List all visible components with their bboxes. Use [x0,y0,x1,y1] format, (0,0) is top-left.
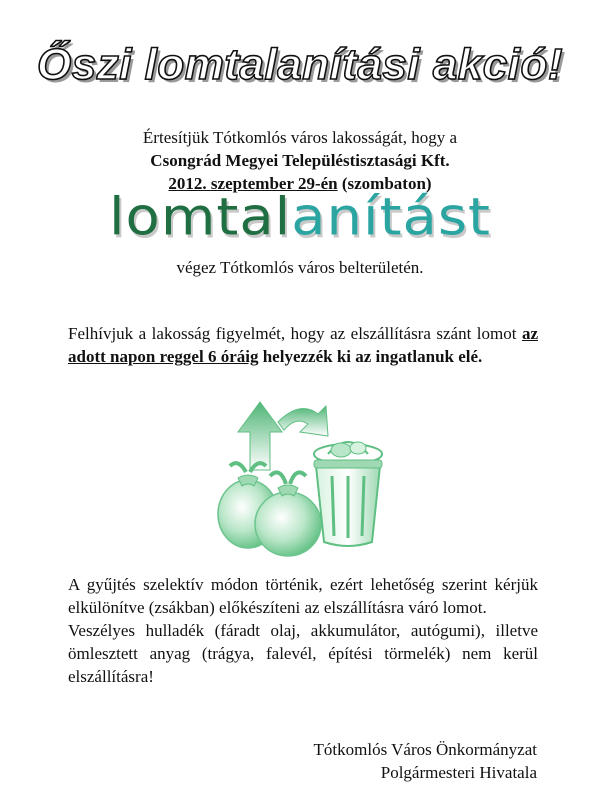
event-day: (szombaton) [337,174,432,193]
intro-line: Értesítjük Tótkomlós város lakosságát, hogy a [142,128,458,147]
notice-deadline: az adott napon reggel 6 óráig [68,324,538,366]
hazardous-waste-paragraph: Veszélyes hulladék (fáradt olaj, akkumulátor, autógumi), illetve ömlesztett anyag (trágya, falevél, építési törmelék) nem kerül elszállításra! [68,621,538,686]
signature-line-2: Polgármesteri Hivatala [380,763,537,782]
flyer-title: Őszi lomtalanítási akció! [37,40,563,89]
notice-paragraph [68,322,538,368]
wordart-part-1: lomtal [109,187,292,248]
event-date: 2012. szeptember 29-én [168,174,338,193]
notice-instruction: helyezzék ki az ingatlanuk elé. [258,347,483,366]
notice-text: Felhívjuk a lakosság figyelmét, hogy az elszállításra szánt lomot [68,324,522,343]
signature-line-1: Tótkomlós Város Önkormányzat [313,740,537,759]
service-area-line: végez Tótkomlós város belterületén. [176,258,424,277]
company-name: Csongrád Megyei Településtisztasági Kft. [150,151,450,170]
garbage-bags-and-bin-icon [208,392,398,557]
lomtalanitast-wordart [0,189,600,248]
signature-block [300,738,537,784]
intro-block [0,126,600,195]
wordart-part-2: anítást [291,187,491,248]
collection-info [68,573,538,688]
selective-collection-paragraph: A gyűjtés szelektív módon történik, ezért lehetőség szerint kérjük elkülönítve (zsákban) előkészíteni az elszállításra váró lomot. [68,575,538,617]
